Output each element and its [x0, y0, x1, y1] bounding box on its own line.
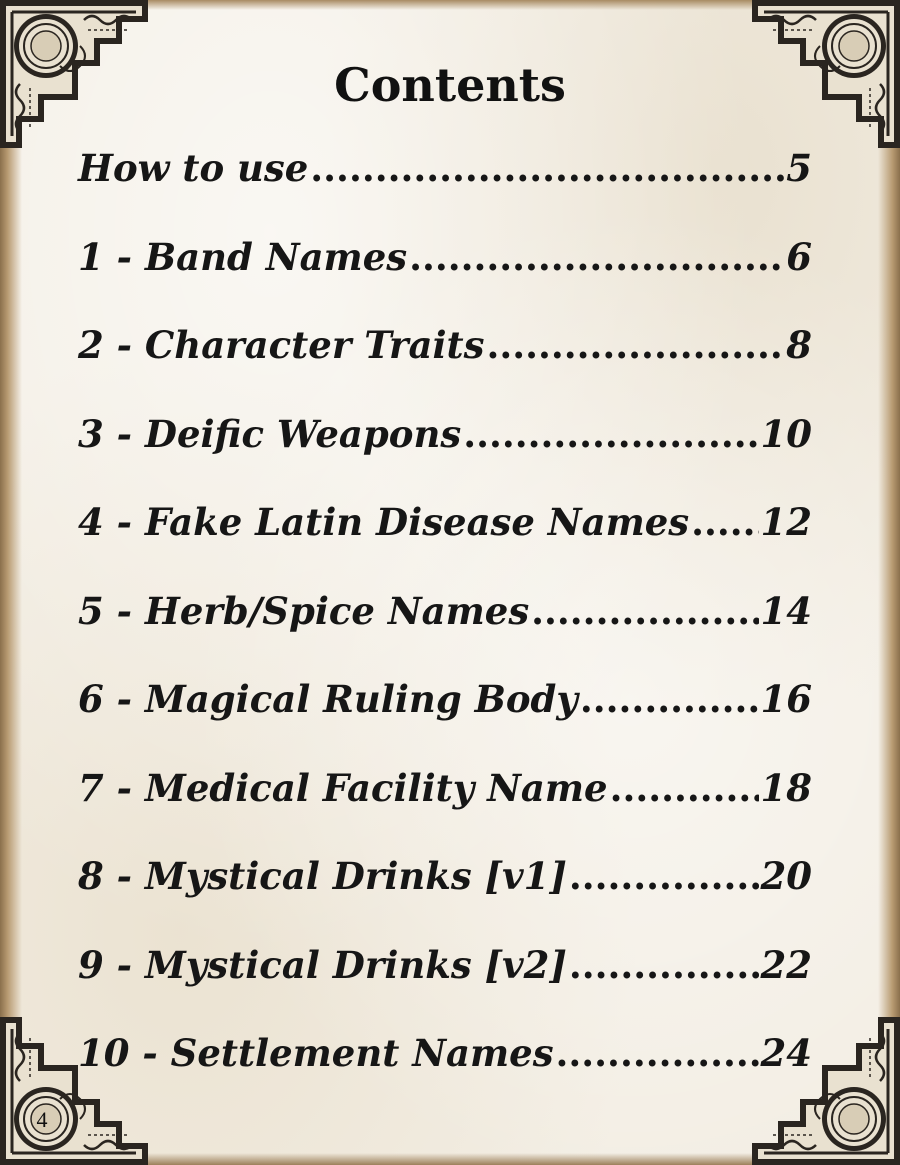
- toc-entry[interactable]: [78, 758, 812, 847]
- toc-entry[interactable]: [78, 846, 812, 935]
- toc-entry[interactable]: [78, 492, 812, 581]
- toc-dot-leader: [409, 227, 784, 287]
- toc-entry-label: 8 - Mystical Drinks [v1]: [78, 854, 567, 898]
- toc-entry[interactable]: [78, 1023, 812, 1112]
- toc-entry-page: 12: [760, 500, 812, 544]
- toc-entry-page: 16: [760, 677, 812, 721]
- toc-entry-page: 14: [760, 588, 812, 633]
- page-edge-right: [878, 0, 900, 1165]
- toc-entry[interactable]: [78, 315, 812, 404]
- toc-entry-label: 1 - Band Names: [78, 234, 408, 279]
- toc-dot-leader: [569, 846, 759, 906]
- toc-entry-label: 6 - Magical Ruling Body: [78, 677, 578, 721]
- toc-entry-label: 9 - Mystical Drinks [v2]: [78, 942, 567, 987]
- toc-dot-leader: [610, 758, 759, 818]
- toc-entry-page: 8: [786, 323, 812, 367]
- page-edge-left: [0, 0, 22, 1165]
- contents-heading: Contents: [334, 58, 566, 112]
- page-number: 4: [36, 1107, 48, 1132]
- toc-entry-label: 4 - Fake Latin Disease Names: [78, 500, 690, 544]
- toc-entry-label: 10 - Settlement Names: [78, 1031, 554, 1075]
- toc-entry-label: 3 - Deific Weapons: [78, 411, 462, 456]
- toc-entry-page: 10: [760, 411, 812, 456]
- toc-entry-page: 6: [786, 234, 812, 279]
- toc-entry-page: 5: [786, 146, 812, 190]
- toc-entry-label: 2 - Character Traits: [78, 323, 485, 367]
- toc-dot-leader: [691, 492, 758, 552]
- toc-entry-page: 24: [760, 1031, 812, 1075]
- table-of-contents: [78, 138, 812, 1112]
- toc-entry[interactable]: [78, 935, 812, 1024]
- toc-entry-page: 18: [760, 765, 812, 810]
- toc-entry-page: 20: [760, 854, 812, 898]
- toc-entry-page: 22: [760, 942, 812, 987]
- toc-entry[interactable]: [78, 138, 812, 227]
- toc-entry[interactable]: [78, 581, 812, 670]
- toc-entry[interactable]: [78, 227, 812, 316]
- toc-dot-leader: [310, 138, 784, 198]
- toc-dot-leader: [486, 315, 784, 375]
- toc-dot-leader: [463, 404, 758, 464]
- toc-dot-leader: [569, 935, 759, 995]
- toc-dot-leader: [556, 1023, 759, 1083]
- toc-entry-label: How to use: [78, 146, 309, 190]
- toc-entry-label: 5 - Herb/Spice Names: [78, 588, 530, 633]
- toc-dot-leader: [531, 581, 758, 641]
- toc-dot-leader: [580, 669, 759, 729]
- toc-entry-label: 7 - Medical Facility Name: [78, 765, 608, 810]
- toc-entry[interactable]: [78, 669, 812, 758]
- toc-entry[interactable]: [78, 404, 812, 493]
